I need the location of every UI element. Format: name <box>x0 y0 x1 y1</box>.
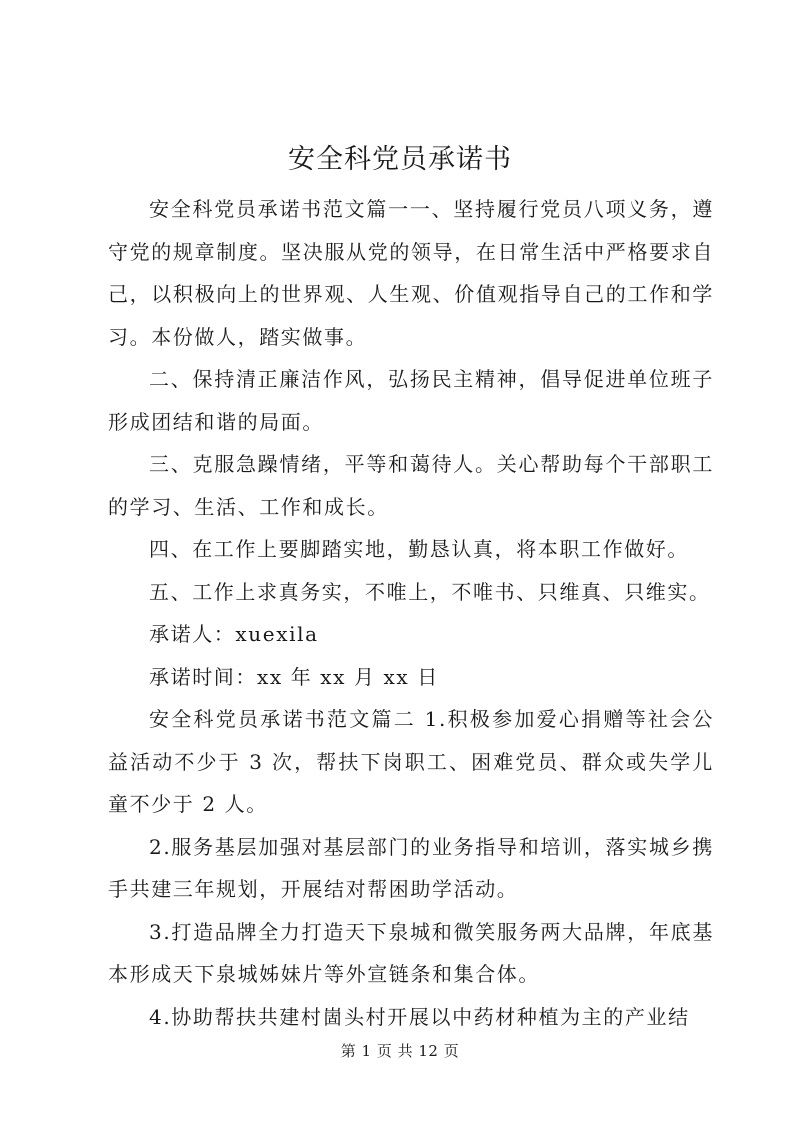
date-line: 承诺时间：xx 年 xx 月 xx 日 <box>149 664 439 689</box>
paragraph: 2.服务基层加强对基层部门的业务指导和培训，落实城乡携手共建三年规划，开展结对帮困助学活动。 <box>108 834 714 901</box>
document-body <box>108 188 714 1038</box>
signatory-line: 承诺人：xuexila <box>149 622 319 646</box>
document-title: 安全科党员承诺书 <box>288 144 512 175</box>
paragraph: 五、工作上求真务实，不唯上，不唯书、只维真、只维实。 <box>149 579 711 604</box>
paragraph: 3.打造品牌全力打造天下泉城和微笑服务两大品牌，年底基本形成天下泉城姊妹片等外宣链条和集合体。 <box>108 919 714 986</box>
page-number: 第 1 页 共 12 页 <box>340 1042 460 1060</box>
paragraph: 二、保持清正廉洁作风，弘扬民主精神，倡导促进单位班子形成团结和谐的局面。 <box>108 367 714 434</box>
paragraph: 三、克服急躁情绪，平等和蔼待人。关心帮助每个干部职工的学习、生活、工作和成长。 <box>108 452 714 519</box>
paragraph: 安全科党员承诺书范文篇一一、坚持履行党员八项义务，遵守党的规章制度。坚决服从党的领导，在日常生活中严格要求自己，以积极向上的世界观、人生观、价值观指导自己的工作和学习。本份做人，踏实做事。 <box>108 197 714 349</box>
paragraph: 四、在工作上要脚踏实地，勤恳认真，将本职工作做好。 <box>149 537 689 561</box>
paragraph: 4.协助帮扶共建村崮头村开展以中药材种植为主的产业结 <box>149 1004 690 1029</box>
paragraph: 安全科党员承诺书范文篇二 1.积极参加爱心捐赠等社会公益活动不少于 3 次，帮扶下岗职工、困难党员、群众或失学儿童不少于 2 人。 <box>108 707 714 816</box>
